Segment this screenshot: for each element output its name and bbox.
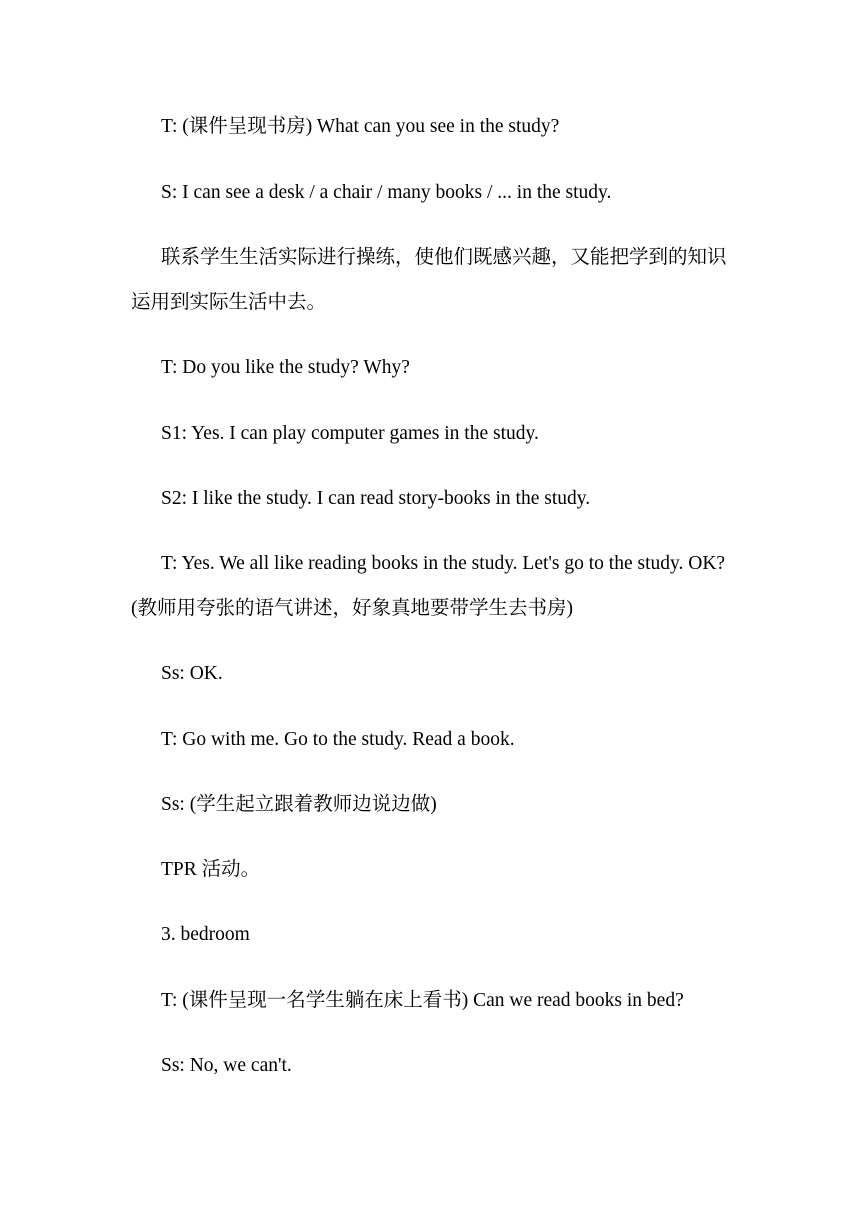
- paragraph-6: S2: I like the study. I can read story-books in the study.: [161, 488, 591, 509]
- paragraph-4: T: Do you like the study? Why?: [161, 357, 410, 378]
- paragraph-13: T: (课件呈现一名学生躺在床上看书) Can we read books in bed?: [161, 990, 684, 1011]
- paragraph-9: T: Go with me. Go to the study. Read a book.: [161, 729, 515, 750]
- paragraph-14: Ss: No, we can't.: [161, 1055, 292, 1076]
- paragraph-7: T: Yes. We all like reading books in the study. Let's go to the study. OK? (教师用夸张的语气讲述，好象真地要带学生去书房): [131, 553, 726, 619]
- paragraph-12: 3. bedroom: [161, 924, 250, 945]
- paragraph-8: Ss: OK.: [161, 663, 223, 684]
- paragraph-11: TPR 活动。: [161, 859, 261, 880]
- paragraph-1: T: (课件呈现书房) What can you see in the study?: [161, 116, 560, 137]
- paragraph-5: S1: Yes. I can play computer games in the study.: [161, 423, 539, 444]
- paragraph-3: 联系学生生活实际进行操练，使他们既感兴趣，又能把学到的知识运用到实际生活中去。: [131, 247, 727, 313]
- paragraph-10: Ss: (学生起立跟着教师边说边做): [161, 794, 437, 815]
- paragraph-2: S: I can see a desk / a chair / many books / ... in the study.: [161, 182, 612, 203]
